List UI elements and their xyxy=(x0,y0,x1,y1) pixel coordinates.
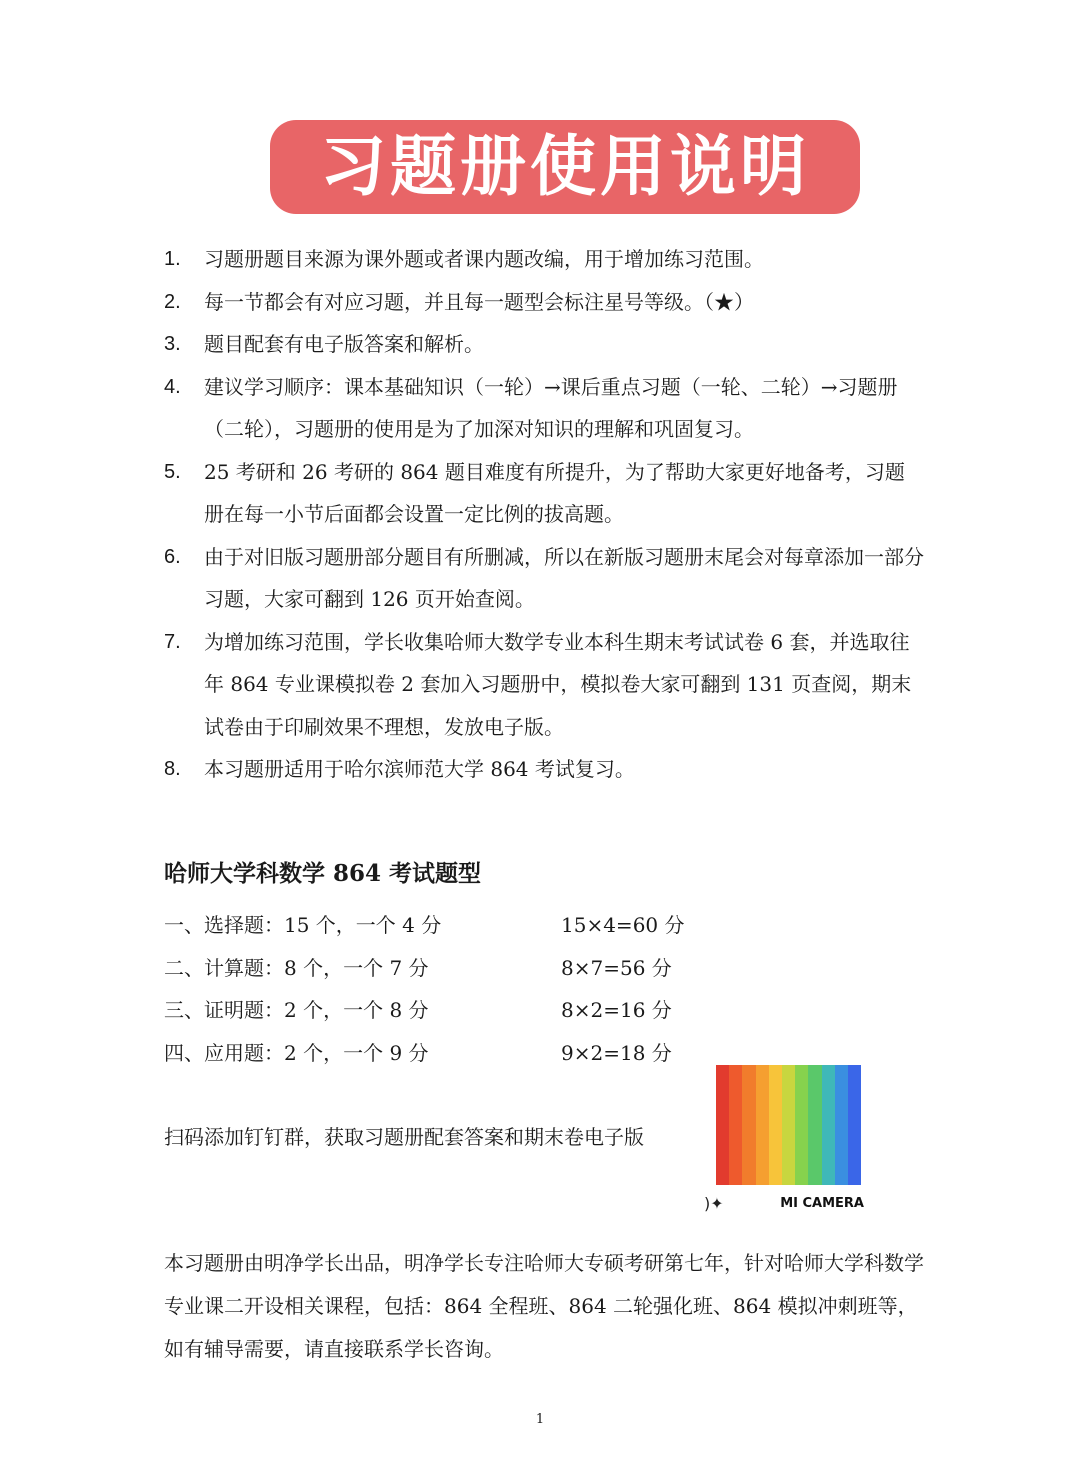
exam-type-score: 9×2=18 分 xyxy=(561,1040,672,1065)
exam-type-score: 8×2=16 分 xyxy=(561,998,672,1022)
sparkle-icon: )✦ xyxy=(704,1194,724,1213)
note-item xyxy=(164,238,924,281)
qr-stripe xyxy=(756,1065,769,1185)
note-text: 本习题册适用于哈尔滨师范大学 864 考试复习。 xyxy=(204,757,635,781)
qr-stripe xyxy=(716,1065,729,1185)
qr-stripe xyxy=(729,1065,742,1185)
exam-type-score: 8×7=56 分 xyxy=(561,955,672,980)
exam-types-table xyxy=(164,904,704,1074)
footer-paragraph: 本习题册由明净学长出品，明净学长专注哈师大专硕考研第七年，针对哈师大学科数学专业课二开设相关课程，包括：864 全程班、864 二轮强化班、864 模拟冲刺班等，如有辅导需要，请直接联系学长咨询。 xyxy=(164,1251,924,1361)
exam-type-desc: 四、应用题：2 个，一个 9 分 xyxy=(164,1040,429,1065)
note-number: 4. xyxy=(164,375,181,398)
exam-type-row xyxy=(164,947,704,990)
qr-stripe xyxy=(782,1065,795,1185)
note-number: 8. xyxy=(164,758,181,780)
exam-type-row xyxy=(164,904,704,947)
qr-code-image[interactable] xyxy=(716,1065,861,1185)
qr-stripe xyxy=(808,1065,821,1185)
note-number: 6. xyxy=(164,545,181,568)
watermark-text: MI CAMERA xyxy=(780,1196,864,1211)
exam-type-score: 15×4=60 分 xyxy=(561,913,685,937)
page-title: 习题册使用说明 xyxy=(320,128,810,205)
note-text: 建议学习顺序：课本基础知识（一轮）→课后重点习题（一轮、二轮）→习题册（二轮），习题册的使用是为了加深对知识的理解和巩固复习。 xyxy=(204,374,898,441)
note-text: 为增加练习范围，学长收集哈师大数学专业本科生期末考试试卷 6 套，并选取往年 864 专业课模拟卷 2 套加入习题册中，模拟卷大家可翻到 131 页查阅，期末试卷由于印刷效果不理想，发放电子版。 xyxy=(204,629,912,739)
qr-stripe xyxy=(742,1065,755,1185)
exam-type-row xyxy=(164,989,704,1032)
page-number: 1 xyxy=(535,1412,545,1427)
qr-stripe xyxy=(835,1065,848,1185)
note-item xyxy=(164,621,924,749)
note-number: 1. xyxy=(164,248,181,270)
qr-stripe xyxy=(769,1065,782,1185)
note-item xyxy=(164,748,924,791)
qr-instruction: 扫码添加钉钉群，获取习题册配套答案和期末卷电子版 xyxy=(164,1125,644,1149)
note-item xyxy=(164,366,924,451)
exam-type-row xyxy=(164,1032,704,1075)
note-item xyxy=(164,536,924,621)
note-item xyxy=(164,451,924,536)
note-text: 每一节都会有对应习题，并且每一题型会标注星号等级。（★） xyxy=(204,289,754,314)
exam-type-desc: 一、选择题：15 个，一个 4 分 xyxy=(164,913,442,937)
qr-stripe xyxy=(848,1065,861,1185)
exam-type-desc: 三、证明题：2 个，一个 8 分 xyxy=(164,998,429,1022)
qr-stripe xyxy=(822,1065,835,1185)
camera-watermark xyxy=(704,1192,864,1216)
note-text: 题目配套有电子版答案和解析。 xyxy=(204,332,484,356)
exam-section-title: 哈师大学科数学 864 考试题型 xyxy=(164,860,482,887)
title-banner xyxy=(270,120,860,214)
note-number: 2. xyxy=(164,290,181,313)
usage-notes-list xyxy=(164,238,924,791)
qr-stripe xyxy=(795,1065,808,1185)
note-text: 习题册题目来源为课外题或者课内题改编，用于增加练习范围。 xyxy=(204,247,764,271)
note-item xyxy=(164,323,924,366)
note-text: 由于对旧版习题册部分题目有所删减，所以在新版习题册末尾会对每章添加一部分习题，大家可翻到 126 页开始查阅。 xyxy=(204,544,924,611)
note-number: 3. xyxy=(164,333,181,355)
exam-type-desc: 二、计算题：8 个，一个 7 分 xyxy=(164,955,429,980)
note-text: 25 考研和 26 考研的 864 题目难度有所提升，为了帮助大家更好地备考，习题册在每一小节后面都会设置一定比例的拔高题。 xyxy=(204,459,905,526)
note-number: 7. xyxy=(164,630,181,653)
note-item xyxy=(164,281,924,324)
note-number: 5. xyxy=(164,460,181,483)
